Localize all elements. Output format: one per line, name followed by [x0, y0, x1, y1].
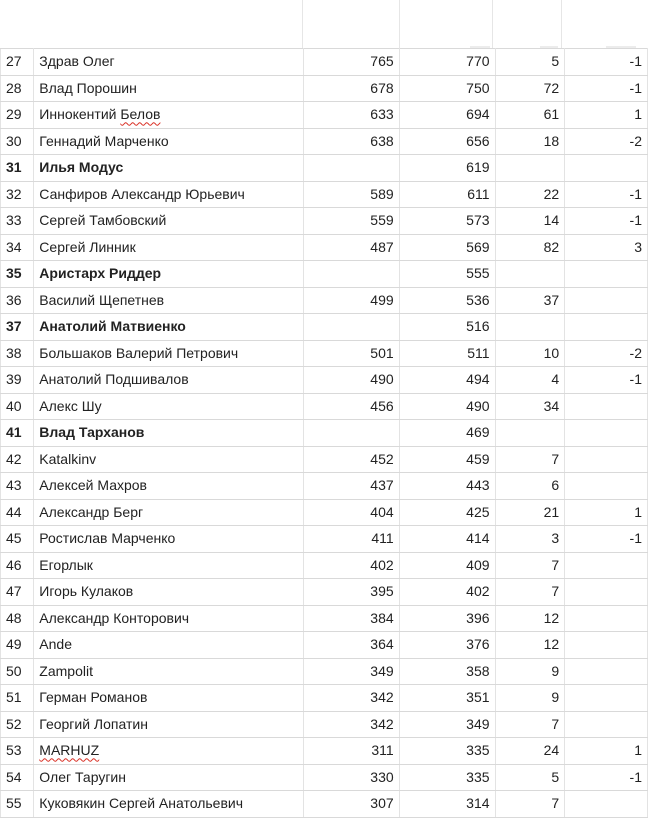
name-cell[interactable]: Ande — [34, 632, 303, 659]
name-cell[interactable]: Василий Щепетнев — [34, 287, 303, 314]
rank-cell[interactable]: 38 — [1, 340, 34, 367]
position-change-cell[interactable]: -1 — [565, 181, 648, 208]
rank-cell[interactable]: 32 — [1, 181, 34, 208]
table-row — [1, 393, 648, 420]
rank-cell[interactable]: 27 — [1, 49, 34, 76]
name-cell[interactable]: Олег Таругин — [34, 764, 303, 791]
name-cell[interactable]: Куковякин Сергей Анатольевич — [34, 791, 303, 818]
table-row — [1, 75, 648, 102]
difference-cell[interactable]: 61 — [495, 102, 565, 129]
table-row — [1, 181, 648, 208]
rank-cell[interactable]: 35 — [1, 261, 34, 288]
current-score-cell[interactable]: 358 — [399, 658, 495, 685]
previous-score-cell[interactable]: 638 — [303, 128, 399, 155]
name-cell[interactable]: Zampolit — [34, 658, 303, 685]
position-change-cell[interactable] — [565, 155, 648, 182]
previous-score-cell[interactable]: 589 — [303, 181, 399, 208]
table-row — [1, 764, 648, 791]
position-change-cell[interactable] — [565, 420, 648, 447]
name-cell[interactable]: Илья Модус — [34, 155, 303, 182]
table-row — [1, 367, 648, 394]
rank-cell[interactable]: 54 — [1, 764, 34, 791]
table-row — [1, 314, 648, 341]
current-score-cell[interactable]: 409 — [399, 552, 495, 579]
previous-score-cell[interactable]: 490 — [303, 367, 399, 394]
rank-cell[interactable]: 41 — [1, 420, 34, 447]
previous-score-cell[interactable]: 633 — [303, 102, 399, 129]
difference-cell[interactable]: 82 — [495, 234, 565, 261]
position-change-cell[interactable] — [565, 393, 648, 420]
table-row — [1, 473, 648, 500]
name-cell[interactable] — [34, 738, 303, 765]
rank-cell[interactable]: 39 — [1, 367, 34, 394]
previous-score-cell[interactable] — [303, 314, 399, 341]
difference-cell[interactable]: 72 — [495, 75, 565, 102]
current-score-cell[interactable]: 443 — [399, 473, 495, 500]
previous-score-cell[interactable]: 404 — [303, 499, 399, 526]
rank-cell[interactable]: 51 — [1, 685, 34, 712]
previous-score-cell[interactable]: 330 — [303, 764, 399, 791]
previous-score-cell[interactable] — [303, 261, 399, 288]
previous-score-cell[interactable] — [303, 155, 399, 182]
position-change-cell[interactable] — [565, 314, 648, 341]
current-score-cell[interactable]: 516 — [399, 314, 495, 341]
table-row — [1, 261, 648, 288]
previous-score-cell[interactable]: 364 — [303, 632, 399, 659]
rank-cell[interactable]: 52 — [1, 711, 34, 738]
name-cell[interactable]: Алекс Шу — [34, 393, 303, 420]
current-score-cell[interactable]: 573 — [399, 208, 495, 235]
position-change-cell[interactable]: -1 — [565, 526, 648, 553]
position-change-cell[interactable]: 3 — [565, 234, 648, 261]
table-row — [1, 340, 648, 367]
position-change-cell[interactable]: -1 — [565, 75, 648, 102]
table-row — [1, 791, 648, 818]
difference-cell[interactable]: 12 — [495, 605, 565, 632]
previous-score-cell[interactable]: 499 — [303, 287, 399, 314]
current-score-cell[interactable]: 335 — [399, 764, 495, 791]
current-score-cell[interactable]: 770 — [399, 49, 495, 76]
previous-score-cell[interactable]: 395 — [303, 579, 399, 606]
name-cell[interactable]: Егорлык — [34, 552, 303, 579]
current-score-cell[interactable]: 750 — [399, 75, 495, 102]
previous-score-cell[interactable]: 384 — [303, 605, 399, 632]
previous-score-cell[interactable]: 311 — [303, 738, 399, 765]
rank-cell[interactable]: 43 — [1, 473, 34, 500]
rank-cell[interactable]: 49 — [1, 632, 34, 659]
current-score-cell[interactable]: 414 — [399, 526, 495, 553]
previous-score-cell[interactable]: 452 — [303, 446, 399, 473]
rank-cell[interactable]: 40 — [1, 393, 34, 420]
previous-score-cell[interactable]: 307 — [303, 791, 399, 818]
difference-cell[interactable]: 3 — [495, 526, 565, 553]
table-top-edge — [0, 0, 650, 48]
name-cell[interactable]: Большаков Валерий Петрович — [34, 340, 303, 367]
previous-score-cell[interactable] — [303, 420, 399, 447]
difference-cell[interactable] — [495, 314, 565, 341]
current-score-cell[interactable]: 656 — [399, 128, 495, 155]
table-row — [1, 526, 648, 553]
table-row — [1, 685, 648, 712]
difference-cell[interactable]: 9 — [495, 685, 565, 712]
difference-cell[interactable]: 34 — [495, 393, 565, 420]
difference-cell[interactable]: 9 — [495, 658, 565, 685]
name-cell[interactable]: Герман Романов — [34, 685, 303, 712]
previous-score-cell[interactable]: 349 — [303, 658, 399, 685]
table-row — [1, 579, 648, 606]
name-cell[interactable]: Санфиров Александр Юрьевич — [34, 181, 303, 208]
name-cell[interactable]: Влад Тарханов — [34, 420, 303, 447]
current-score-cell[interactable]: 536 — [399, 287, 495, 314]
position-change-cell[interactable] — [565, 658, 648, 685]
name-cell[interactable]: Иннокентий Белов — [34, 102, 303, 129]
rank-cell[interactable]: 28 — [1, 75, 34, 102]
name-cell[interactable]: Сергей Линник — [34, 234, 303, 261]
current-score-cell[interactable]: 511 — [399, 340, 495, 367]
difference-cell[interactable]: 21 — [495, 499, 565, 526]
current-score-cell[interactable]: 425 — [399, 499, 495, 526]
rank-cell[interactable]: 30 — [1, 128, 34, 155]
spellcheck-underline: MARHUZ — [39, 742, 100, 759]
name-cell[interactable]: Аристарх Риддер — [34, 261, 303, 288]
difference-cell[interactable]: 7 — [495, 552, 565, 579]
position-change-cell[interactable]: -1 — [565, 49, 648, 76]
position-change-cell[interactable]: -2 — [565, 128, 648, 155]
rank-cell[interactable]: 29 — [1, 102, 34, 129]
position-change-cell[interactable]: -1 — [565, 367, 648, 394]
current-score-cell[interactable]: 335 — [399, 738, 495, 765]
name-cell[interactable]: Александр Берг — [34, 499, 303, 526]
name-cell[interactable]: Здрав Олег — [34, 49, 303, 76]
difference-cell[interactable]: 5 — [495, 49, 565, 76]
rank-cell[interactable]: 34 — [1, 234, 34, 261]
table-row — [1, 499, 648, 526]
previous-score-cell[interactable]: 437 — [303, 473, 399, 500]
table-row — [1, 102, 648, 129]
table-row — [1, 420, 648, 447]
difference-cell[interactable]: 24 — [495, 738, 565, 765]
rank-cell[interactable]: 36 — [1, 287, 34, 314]
previous-score-cell[interactable]: 342 — [303, 711, 399, 738]
current-score-cell[interactable]: 611 — [399, 181, 495, 208]
name-cell[interactable]: Анатолий Матвиенко — [34, 314, 303, 341]
difference-cell[interactable]: 12 — [495, 632, 565, 659]
rank-cell[interactable]: 37 — [1, 314, 34, 341]
name-cell[interactable]: Игорь Кулаков — [34, 579, 303, 606]
table-row — [1, 208, 648, 235]
difference-cell[interactable]: 7 — [495, 791, 565, 818]
current-score-cell[interactable]: 396 — [399, 605, 495, 632]
previous-score-cell[interactable]: 678 — [303, 75, 399, 102]
position-change-cell[interactable]: -2 — [565, 340, 648, 367]
spellcheck-underline: Белов — [120, 106, 161, 123]
current-score-cell[interactable]: 314 — [399, 791, 495, 818]
difference-cell[interactable]: 5 — [495, 764, 565, 791]
table-row — [1, 632, 648, 659]
current-score-cell[interactable]: 402 — [399, 579, 495, 606]
current-score-cell[interactable]: 469 — [399, 420, 495, 447]
table-row — [1, 658, 648, 685]
name-cell[interactable]: Георгий Лопатин — [34, 711, 303, 738]
position-change-cell[interactable] — [565, 685, 648, 712]
table-row — [1, 738, 648, 765]
name-cell[interactable]: Влад Порошин — [34, 75, 303, 102]
current-score-cell[interactable]: 490 — [399, 393, 495, 420]
difference-cell[interactable]: 18 — [495, 128, 565, 155]
position-change-cell[interactable]: 1 — [565, 499, 648, 526]
name-cell[interactable]: Алексей Махров — [34, 473, 303, 500]
name-cell[interactable]: Геннадий Марченко — [34, 128, 303, 155]
position-change-cell[interactable]: 1 — [565, 738, 648, 765]
table-row — [1, 446, 648, 473]
position-change-cell[interactable] — [565, 632, 648, 659]
name-cell[interactable]: Сергей Тамбовский — [34, 208, 303, 235]
table-row — [1, 287, 648, 314]
position-change-cell[interactable] — [565, 605, 648, 632]
current-score-cell[interactable]: 619 — [399, 155, 495, 182]
current-score-cell[interactable]: 555 — [399, 261, 495, 288]
rank-cell[interactable]: 44 — [1, 499, 34, 526]
position-change-cell[interactable] — [565, 579, 648, 606]
difference-cell[interactable]: 37 — [495, 287, 565, 314]
current-score-cell[interactable]: 494 — [399, 367, 495, 394]
position-change-cell[interactable] — [565, 552, 648, 579]
difference-cell[interactable]: 14 — [495, 208, 565, 235]
previous-score-cell[interactable]: 411 — [303, 526, 399, 553]
position-change-cell[interactable] — [565, 446, 648, 473]
name-cell[interactable]: Ростислав Марченко — [34, 526, 303, 553]
difference-cell[interactable]: 6 — [495, 473, 565, 500]
position-change-cell[interactable]: -1 — [565, 208, 648, 235]
difference-cell[interactable] — [495, 155, 565, 182]
difference-cell[interactable]: 10 — [495, 340, 565, 367]
name-cell[interactable]: Katalkinv — [34, 446, 303, 473]
difference-cell[interactable]: 22 — [495, 181, 565, 208]
rank-cell[interactable]: 42 — [1, 446, 34, 473]
position-change-cell[interactable] — [565, 287, 648, 314]
difference-cell[interactable]: 7 — [495, 446, 565, 473]
name-cell[interactable]: Александр Конторович — [34, 605, 303, 632]
table-row — [1, 234, 648, 261]
table-row — [1, 711, 648, 738]
table-row — [1, 128, 648, 155]
difference-cell[interactable] — [495, 420, 565, 447]
previous-score-cell[interactable]: 765 — [303, 49, 399, 76]
current-score-cell[interactable]: 459 — [399, 446, 495, 473]
rank-cell[interactable]: 55 — [1, 791, 34, 818]
current-score-cell[interactable]: 569 — [399, 234, 495, 261]
rank-cell[interactable]: 48 — [1, 605, 34, 632]
position-change-cell[interactable]: 1 — [565, 102, 648, 129]
difference-cell[interactable]: 7 — [495, 579, 565, 606]
difference-cell[interactable] — [495, 261, 565, 288]
table-row — [1, 552, 648, 579]
rank-cell[interactable]: 33 — [1, 208, 34, 235]
rank-cell[interactable]: 46 — [1, 552, 34, 579]
previous-score-cell[interactable]: 342 — [303, 685, 399, 712]
rank-cell[interactable]: 31 — [1, 155, 34, 182]
name-cell[interactable]: Анатолий Подшивалов — [34, 367, 303, 394]
rank-cell[interactable]: 45 — [1, 526, 34, 553]
position-change-cell[interactable] — [565, 473, 648, 500]
current-score-cell[interactable]: 351 — [399, 685, 495, 712]
current-score-cell[interactable]: 694 — [399, 102, 495, 129]
rank-cell[interactable]: 47 — [1, 579, 34, 606]
difference-cell[interactable]: 4 — [495, 367, 565, 394]
ranking-table-body — [1, 49, 648, 818]
rank-cell[interactable]: 53 — [1, 738, 34, 765]
difference-cell[interactable]: 7 — [495, 711, 565, 738]
position-change-cell[interactable] — [565, 261, 648, 288]
rank-cell[interactable]: 50 — [1, 658, 34, 685]
previous-score-cell[interactable]: 402 — [303, 552, 399, 579]
previous-score-cell[interactable]: 501 — [303, 340, 399, 367]
previous-score-cell[interactable]: 487 — [303, 234, 399, 261]
current-score-cell[interactable]: 376 — [399, 632, 495, 659]
position-change-cell[interactable]: -1 — [565, 764, 648, 791]
table-row — [1, 605, 648, 632]
table-row — [1, 49, 648, 76]
current-score-cell[interactable]: 349 — [399, 711, 495, 738]
position-change-cell[interactable] — [565, 791, 648, 818]
ranking-table — [0, 48, 648, 818]
position-change-cell[interactable] — [565, 711, 648, 738]
previous-score-cell[interactable]: 559 — [303, 208, 399, 235]
previous-score-cell[interactable]: 456 — [303, 393, 399, 420]
table-row — [1, 155, 648, 182]
